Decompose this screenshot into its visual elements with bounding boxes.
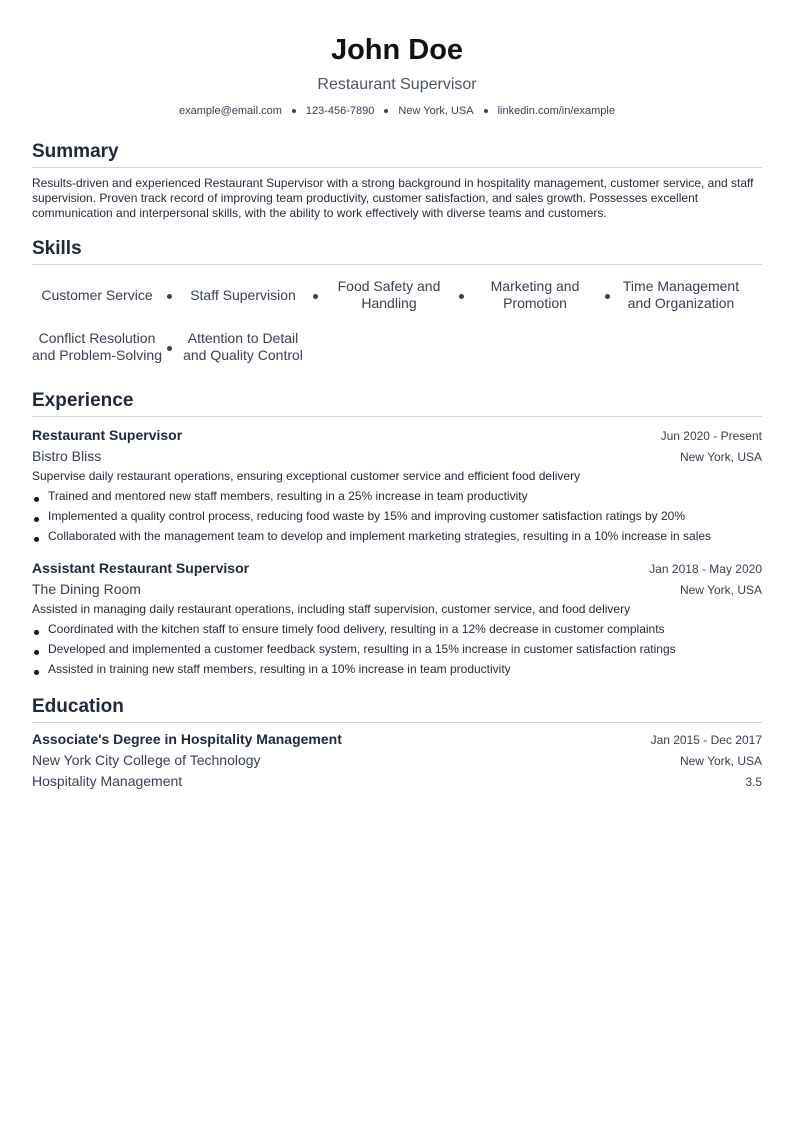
skill-item: [178, 323, 308, 371]
job-location: New York, USA: [679, 583, 762, 597]
education-school: New York City College of Technology: [32, 752, 261, 768]
candidate-name: John Doe: [330, 34, 464, 66]
contact-linkedin[interactable]: linkedin.com/in/example: [497, 105, 615, 117]
skill-item: [324, 271, 454, 319]
job-description: Supervise daily restaurant operations, ensuring exceptional customer service and efficient food delivery: [32, 469, 581, 483]
bullet-text: Implemented a quality control process, reducing food waste by 15% and improving customer satisfaction ratings by 20%: [48, 509, 685, 523]
education-location: New York, USA: [679, 754, 762, 768]
separator-dot: [292, 109, 296, 113]
job-company: Bistro Bliss: [32, 448, 102, 464]
bullet-icon: [34, 630, 39, 635]
contact-phone[interactable]: 123-456-7890: [305, 105, 375, 117]
job-entry: [32, 558, 762, 679]
skill-item: [470, 271, 600, 319]
education-field: Hospitality Management: [32, 773, 183, 789]
education-dates: Jan 2015 - Dec 2017: [650, 733, 762, 747]
skill-label: Time Management and Organization: [622, 278, 740, 311]
separator-dot: [384, 109, 388, 113]
bullet-text: Collaborated with the management team to develop and implement marketing strategies, resulting in a 10% increase in sales: [48, 529, 712, 543]
bullet-text: Trained and mentored new staff members, resulting in a 25% increase in team productivity: [48, 489, 528, 503]
skill-separator-dot: [605, 294, 610, 299]
contact-email[interactable]: example@email.com: [179, 105, 282, 117]
skill-separator-dot: [167, 294, 172, 299]
skills-section: [32, 237, 762, 371]
skill-label: Marketing and Promotion: [490, 278, 580, 311]
job-bullet: [32, 526, 762, 546]
bullet-text: Assisted in training new staff members, resulting in a 10% increase in team productivity: [48, 662, 511, 676]
bullet-icon: [34, 670, 39, 675]
skill-label: Food Safety and Handling: [337, 278, 441, 311]
bullet-icon: [34, 537, 39, 542]
separator-dot: [484, 109, 488, 113]
skill-separator-dot: [459, 294, 464, 299]
job-dates: Jan 2018 - May 2020: [649, 562, 762, 576]
experience-section: [32, 389, 762, 679]
contact-location: New York, USA: [398, 105, 474, 117]
job-title: Assistant Restaurant Supervisor: [32, 560, 250, 576]
job-bullets: [32, 486, 762, 546]
job-bullet: [32, 659, 762, 679]
job-bullet: [32, 619, 762, 639]
job-bullet: [32, 639, 762, 659]
skill-item: [32, 323, 162, 371]
skill-separator-dot: [167, 346, 172, 351]
skill-item: [178, 271, 308, 319]
summary-text: Results-driven and experienced Restaurant Supervisor with a strong background in hospitality management, customer service, and staff supervision. Proven track record of improving team productivity, customer satisfaction, and sales growth. Possesses excellent communication and interpersonal skills, with the ability to work effectively with diverse teams and customers.: [32, 176, 754, 220]
skill-label: Staff Supervision: [190, 286, 296, 303]
education-section: [32, 695, 762, 792]
summary-section: [32, 140, 762, 221]
bullet-icon: [34, 517, 39, 522]
bullet-text: Developed and implemented a customer feedback system, resulting in a 15% increase in customer satisfaction ratings: [48, 642, 676, 656]
skill-item: [616, 271, 746, 319]
experience-heading: Experience: [32, 389, 762, 417]
skills-grid: [32, 271, 762, 371]
summary-heading: Summary: [32, 140, 762, 168]
education-entry: [32, 729, 762, 792]
job-bullet: [32, 506, 762, 526]
bullet-icon: [34, 650, 39, 655]
job-title: Restaurant Supervisor: [32, 427, 183, 443]
skill-label: Customer Service: [41, 286, 153, 303]
education-heading: Education: [32, 695, 762, 723]
bullet-icon: [34, 497, 39, 502]
job-description: Assisted in managing daily restaurant operations, including staff supervision, customer service, and food delivery: [32, 602, 631, 616]
skill-item: [32, 271, 162, 319]
job-location: New York, USA: [679, 450, 762, 464]
skill-label: Conflict Resolution and Problem-Solving: [32, 330, 162, 363]
job-dates: Jun 2020 - Present: [660, 429, 762, 443]
skills-heading: Skills: [32, 237, 762, 265]
job-bullets: [32, 619, 762, 679]
contact-line: [32, 103, 762, 119]
job-bullet: [32, 486, 762, 506]
candidate-title: Restaurant Supervisor: [317, 76, 477, 93]
resume-header: [32, 30, 762, 119]
education-gpa: 3.5: [745, 775, 762, 789]
education-degree: Associate's Degree in Hospitality Management: [32, 731, 342, 747]
skill-separator-dot: [313, 294, 318, 299]
job-entry: [32, 425, 762, 546]
skill-label: Attention to Detail and Quality Control: [183, 330, 303, 363]
job-company: The Dining Room: [32, 581, 141, 597]
bullet-text: Coordinated with the kitchen staff to ensure timely food delivery, resulting in a 12% decrease in customer complaints: [48, 622, 665, 636]
